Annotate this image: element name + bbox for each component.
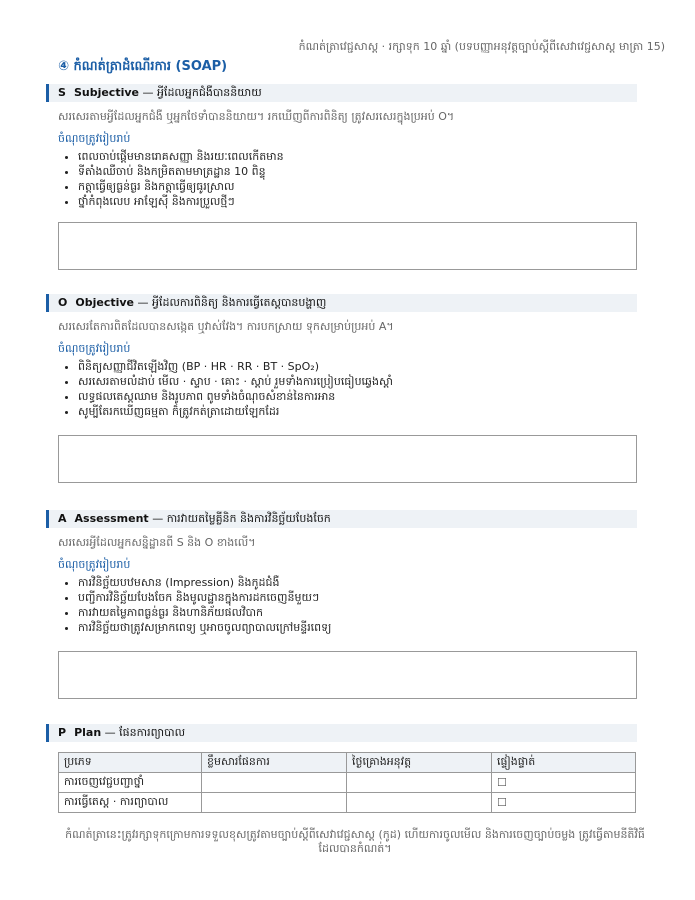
verify-checkbox[interactable]: ☐ bbox=[492, 773, 636, 793]
section-term: Plan bbox=[74, 726, 102, 739]
checklist bbox=[46, 359, 637, 419]
checklist-item: • ការវាយតម្លៃភាពធ្ងន់ធ្ងរ និងហានិភ័យផលវិបាក bbox=[78, 605, 637, 620]
checklist-title: ចំណុចត្រូវរៀបរាប់ bbox=[58, 132, 131, 145]
checklist-item: • ថ្នាំកំពុងលេប អាឡែស៊ី និងការប្រួលថ្មីៗ bbox=[78, 194, 637, 209]
document-title: ④ កំណត់ត្រាដំណើរការ (SOAP) bbox=[58, 59, 228, 74]
column-header: ប្រភេទ bbox=[59, 753, 202, 773]
footer-note: កំណត់ត្រានេះត្រូវរក្សាទុកក្រោមការទទួលខុសត្រូវតាមច្បាប់ស្តីពីសេវាវេជ្ជសាស្ត (កូដ) ហើយការចូលមើល និងការចេញច្បាប់ចម្លង ត្រូវធ្វើតាមនីតិវិធីដែលបានកំណត់។ bbox=[65, 828, 645, 855]
section-header bbox=[46, 724, 637, 742]
table-row bbox=[59, 773, 636, 793]
header-note: កំណត់ត្រាវេជ្ជសាស្ត · រក្សាទុក 10 ឆ្នាំ (បទបញ្ញាអនុវត្តច្បាប់ស្តីពីសេវាវេជ្ជសាស្ត មាត្រា 15) bbox=[298, 40, 665, 53]
section-term: Objective bbox=[75, 296, 134, 309]
table-cell[interactable] bbox=[347, 773, 492, 793]
verify-checkbox[interactable]: ☐ bbox=[492, 793, 636, 813]
checklist-item: • ទីតាំងឈឺចាប់ និងកម្រិតតាមមាត្រដ្ឋាន 10 ពិន្ទុ bbox=[78, 164, 637, 179]
section-heading: — ផែនការព្យាបាល bbox=[101, 726, 186, 739]
section-header bbox=[46, 84, 637, 102]
section-term: Assessment bbox=[74, 512, 149, 525]
column-header: ខ្លឹមសារផែនការ bbox=[202, 753, 347, 773]
table-cell: ការធ្វើតេស្ត · ការព្យាបាល bbox=[59, 793, 202, 813]
checklist-title: ចំណុចត្រូវរៀបរាប់ bbox=[58, 558, 131, 571]
notes-box-objective[interactable] bbox=[58, 435, 637, 483]
section-letter: O bbox=[58, 296, 68, 309]
checklist-item: • ការវិនិច្ឆ័យបឋមសាន (Impression) និងកូដជំងឺ bbox=[78, 575, 637, 590]
section-letter: S bbox=[58, 86, 66, 99]
section-description: សរសេរតាមអ្វីដែលអ្នកជំងឺ ឬអ្នកថែទាំបាននិយាយ។ រកឃើញពីការពិនិត្យ ត្រូវសរសេរក្នុងប្រអប់ O។ bbox=[58, 110, 455, 123]
section-heading: — ការវាយតម្លៃគ្លីនិក និងការវិនិច្ឆ័យបែងចែក bbox=[148, 512, 331, 525]
section-letter: P bbox=[58, 726, 67, 739]
column-header: ថ្ងៃគ្រោងអនុវត្ត bbox=[347, 753, 492, 773]
checklist-title: ចំណុចត្រូវរៀបរាប់ bbox=[58, 342, 131, 355]
table-cell[interactable] bbox=[347, 793, 492, 813]
section-subjective bbox=[46, 84, 637, 270]
checklist-item: • ពិនិត្យសញ្ញាជីវិតឡើងវិញ (BP · HR · RR · BT · SpO₂) bbox=[78, 359, 637, 374]
section-header bbox=[46, 510, 637, 528]
table-cell[interactable] bbox=[202, 773, 347, 793]
notes-box-assessment[interactable] bbox=[58, 651, 637, 699]
checklist-item: • សរសេរតាមលំដាប់ មើល · ស្ទាប · គោះ · ស្តាប់ រួមទាំងការប្រៀបធៀបឆ្វេងស្តាំ bbox=[78, 374, 637, 389]
checklist-item: • ពេលចាប់ផ្តើមមានរោគសញ្ញា និងរយៈពេលកើតមាន bbox=[78, 149, 637, 164]
column-header: ផ្ទៀងផ្ទាត់ bbox=[492, 753, 636, 773]
section-heading: — អ្វីដែលអ្នកជំងឺបាននិយាយ bbox=[138, 86, 262, 99]
section-description: សរសេរអ្វីដែលអ្នកសន្និដ្ឋានពី S និង O ខាងលើ។ bbox=[58, 536, 256, 549]
checklist-item: • ការវិនិច្ឆ័យថាត្រូវសម្រាកពេទ្យ ឬអាចចូលព្យាបាលក្រៅមន្ទីរពេទ្យ bbox=[78, 620, 637, 635]
notes-box-subjective[interactable] bbox=[58, 222, 637, 270]
section-header bbox=[46, 294, 637, 312]
checklist-item: • លទ្ធផលតេស្តឈាម និងរូបភាព ពូមទាំងចំណុចសំខាន់នៃការអាន bbox=[78, 389, 637, 404]
checklist bbox=[46, 149, 637, 209]
section-objective bbox=[46, 294, 637, 483]
section-plan bbox=[46, 724, 637, 813]
table-cell[interactable] bbox=[202, 793, 347, 813]
section-letter: A bbox=[58, 512, 67, 525]
table-row bbox=[59, 793, 636, 813]
checklist-item: • សូម្បីតែរកឃើញធម្មតា ក៏ត្រូវកត់ត្រាដោយឡែកដែរ bbox=[78, 404, 637, 419]
section-description: សរសេរតែការពិតដែលបានសង្កេត ឬវាស់វែង។ ការបកស្រាយ ទុកសម្រាប់ប្រអប់ A។ bbox=[58, 320, 394, 333]
checklist-item: • បញ្ជីការវិនិច្ឆ័យបែងចែក និងមូលដ្ឋានក្នុងការដកចេញនីមួយៗ bbox=[78, 590, 637, 605]
plan-table-header-row bbox=[59, 753, 636, 773]
section-assessment bbox=[46, 510, 637, 699]
section-term: Subjective bbox=[73, 86, 139, 99]
checklist-item: • កត្តាធ្វើឲ្យធ្ងន់ធ្ងរ និងកត្តាធ្វើឲ្យធូរស្រាល bbox=[78, 179, 637, 194]
section-heading: — អ្វីដែលការពិនិត្យ និងការធ្វើតេស្តបានបង្ហាញ bbox=[134, 296, 327, 309]
checklist bbox=[46, 575, 637, 635]
plan-table bbox=[58, 752, 636, 813]
table-cell: ការចេញវេជ្ជបញ្ជាថ្នាំ bbox=[59, 773, 202, 793]
